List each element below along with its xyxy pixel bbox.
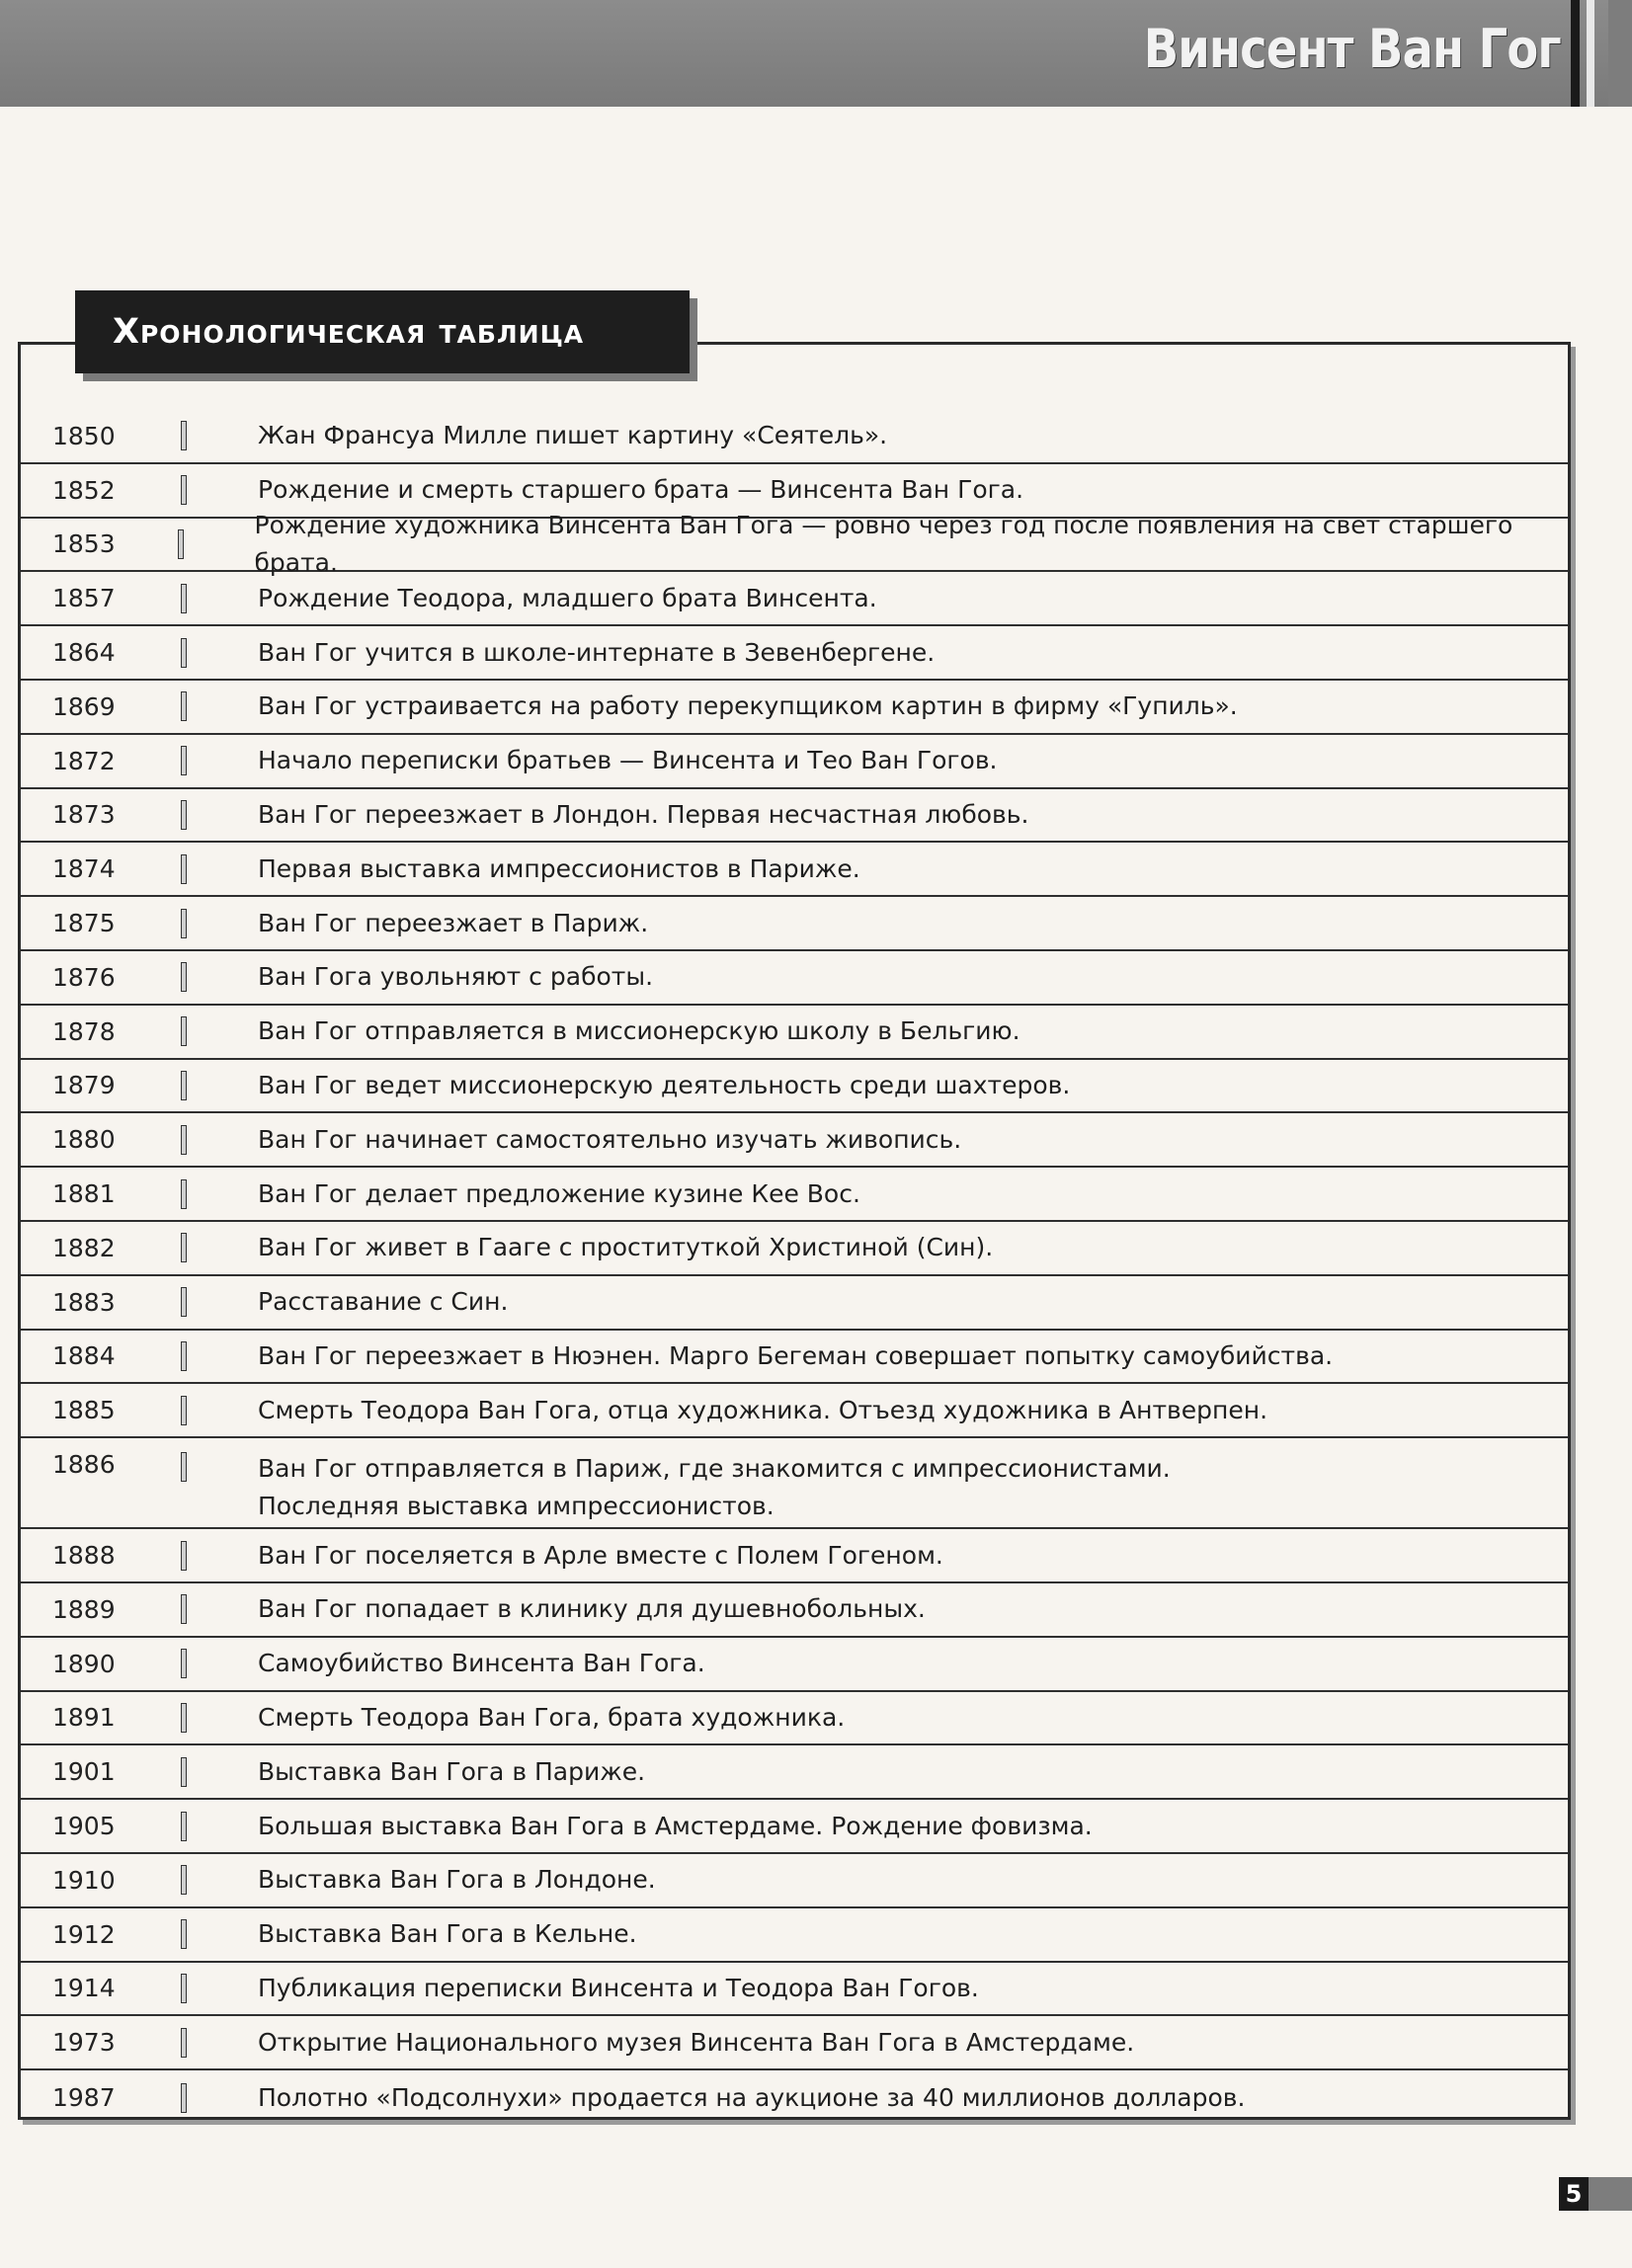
year-cell: 1891 bbox=[52, 1703, 116, 1733]
event-text: Рождение и смерть старшего брата — Винсента Ван Гога. bbox=[258, 475, 1024, 505]
year-cell: 1910 bbox=[52, 1865, 116, 1895]
event-text-line2: Последняя выставка импрессионистов. bbox=[258, 1492, 775, 1521]
event-text: Ван Гог отправляется в миссионерскую школу в Бельгию. bbox=[258, 1016, 1020, 1046]
event-cell bbox=[258, 1067, 1070, 1104]
year-cell: 1888 bbox=[52, 1541, 116, 1571]
year-cell: 1876 bbox=[52, 962, 116, 992]
row-marker-icon bbox=[181, 800, 187, 830]
event-text: Большая выставка Ван Гога в Амстердаме. Рождение фовизма. bbox=[258, 1811, 1093, 1840]
table-row bbox=[21, 1908, 1568, 1963]
row-marker-icon bbox=[181, 1287, 187, 1317]
table-row bbox=[21, 1854, 1568, 1908]
row-marker-icon bbox=[181, 1016, 187, 1046]
year-cell: 1890 bbox=[52, 1649, 116, 1678]
row-marker-icon bbox=[181, 962, 187, 992]
event-cell bbox=[258, 742, 998, 779]
table-row bbox=[21, 410, 1568, 464]
table-row bbox=[21, 2070, 1568, 2125]
year-cell: 1875 bbox=[52, 909, 116, 938]
table-row bbox=[21, 1800, 1568, 1854]
event-text: Рождение художника Винсента Ван Гога — ровно через год после появления на свет старшего брата. bbox=[254, 511, 1513, 577]
row-marker-icon bbox=[181, 691, 187, 721]
table-row bbox=[21, 1692, 1568, 1746]
event-text: Смерть Теодора Ван Гога, отца художника. Отъезд художника в Антверпен. bbox=[258, 1395, 1268, 1424]
event-text: Выставка Ван Гога в Лондоне. bbox=[258, 1865, 656, 1895]
year-cell: 1850 bbox=[52, 421, 116, 450]
row-marker-icon bbox=[181, 1919, 187, 1949]
header-edge bbox=[1608, 0, 1632, 107]
page-number-bar bbox=[1589, 2177, 1632, 2211]
event-text: Выставка Ван Гога в Кельне. bbox=[258, 1919, 637, 1949]
year-cell: 1885 bbox=[52, 1396, 116, 1425]
year-cell: 1880 bbox=[52, 1125, 116, 1155]
table-row bbox=[21, 1331, 1568, 1385]
year-cell: 1857 bbox=[52, 584, 116, 613]
table-row bbox=[21, 1745, 1568, 1800]
row-marker-icon bbox=[181, 1865, 187, 1895]
row-marker-icon bbox=[181, 475, 187, 505]
year-cell: 1901 bbox=[52, 1757, 116, 1787]
event-cell bbox=[258, 1012, 1020, 1050]
table-row bbox=[21, 626, 1568, 681]
table-row bbox=[21, 1583, 1568, 1638]
row-marker-icon bbox=[181, 584, 187, 613]
event-cell bbox=[258, 2079, 1245, 2117]
year-cell: 1987 bbox=[52, 2083, 116, 2112]
event-cell bbox=[258, 905, 648, 942]
event-cell bbox=[258, 634, 935, 672]
event-cell bbox=[258, 471, 1023, 509]
event-cell bbox=[258, 958, 653, 996]
event-cell bbox=[258, 1283, 508, 1321]
table-row bbox=[21, 1113, 1568, 1168]
year-cell: 1914 bbox=[52, 1974, 116, 2003]
event-cell bbox=[258, 1970, 979, 2007]
page-number: 5 bbox=[1559, 2177, 1589, 2211]
year-cell: 1973 bbox=[52, 2028, 116, 2058]
table-row bbox=[21, 2016, 1568, 2070]
table-row bbox=[21, 1276, 1568, 1331]
year-cell: 1884 bbox=[52, 1341, 116, 1371]
row-marker-icon bbox=[181, 1649, 187, 1678]
row-marker-icon bbox=[181, 1341, 187, 1371]
row-marker-icon bbox=[181, 1452, 187, 1482]
event-cell bbox=[258, 850, 860, 888]
event-text: Ван Гог живет в Гааге с проституткой Христиной (Син). bbox=[258, 1233, 994, 1262]
event-text: Смерть Теодора Ван Гога, брата художника. bbox=[258, 1702, 846, 1732]
table-row bbox=[21, 1060, 1568, 1114]
row-marker-icon bbox=[181, 1974, 187, 2003]
row-marker-icon bbox=[181, 1812, 187, 1841]
event-text: Первая выставка импрессионистов в Париже. bbox=[258, 853, 860, 883]
event-cell bbox=[258, 688, 1238, 725]
event-text: Ван Гог делает предложение кузине Кее Вос. bbox=[258, 1178, 860, 1208]
chronology-rows bbox=[21, 410, 1568, 2125]
table-row bbox=[21, 1168, 1568, 1222]
table-row bbox=[21, 1963, 1568, 2017]
year-cell: 1882 bbox=[52, 1233, 116, 1262]
year-cell: 1879 bbox=[52, 1071, 116, 1100]
year-cell: 1873 bbox=[52, 800, 116, 830]
table-row bbox=[21, 897, 1568, 951]
event-cell bbox=[258, 2024, 1134, 2062]
table-row bbox=[21, 1529, 1568, 1583]
row-marker-icon bbox=[181, 909, 187, 938]
row-marker-icon bbox=[178, 529, 184, 559]
event-cell bbox=[258, 1121, 961, 1159]
event-cell bbox=[258, 1590, 926, 1628]
event-text: Самоубийство Винсента Ван Гога. bbox=[258, 1649, 705, 1678]
table-row bbox=[21, 735, 1568, 789]
event-cell bbox=[258, 1337, 1333, 1375]
table-row bbox=[21, 1222, 1568, 1276]
event-text: Ван Гог переезжает в Нюэнен. Марго Бегеман совершает попытку самоубийства. bbox=[258, 1340, 1334, 1370]
event-cell bbox=[258, 580, 877, 617]
table-row bbox=[21, 951, 1568, 1006]
event-text: Ван Гог учится в школе-интернате в Зевенбергене. bbox=[258, 637, 936, 667]
event-cell bbox=[258, 1392, 1267, 1429]
row-marker-icon bbox=[181, 1541, 187, 1571]
table-row bbox=[21, 843, 1568, 897]
year-cell: 1883 bbox=[52, 1287, 116, 1317]
event-text: Ван Гог попадает в клинику для душевнобольных. bbox=[258, 1594, 926, 1624]
row-marker-icon bbox=[181, 1396, 187, 1425]
event-cell bbox=[258, 1808, 1093, 1845]
row-marker-icon bbox=[181, 1757, 187, 1787]
event-cell bbox=[255, 507, 1569, 582]
event-text: Рождение Теодора, младшего брата Винсента. bbox=[258, 583, 877, 612]
event-cell bbox=[258, 1537, 943, 1575]
year-cell: 1869 bbox=[52, 691, 116, 721]
row-marker-icon bbox=[181, 1179, 187, 1209]
event-text: Открытие Национального музея Винсента Ван Гога в Амстердаме. bbox=[258, 2027, 1135, 2057]
row-marker-icon bbox=[181, 1233, 187, 1262]
event-text: Ван Гог ведет миссионерскую деятельность среди шахтеров. bbox=[258, 1070, 1071, 1099]
year-cell: 1872 bbox=[52, 746, 116, 775]
event-cell bbox=[258, 417, 887, 454]
year-cell: 1874 bbox=[52, 854, 116, 884]
event-text: Выставка Ван Гога в Париже. bbox=[258, 1756, 646, 1786]
year-cell: 1905 bbox=[52, 1812, 116, 1841]
section-title: Хронологическая таблица bbox=[113, 312, 585, 352]
event-cell bbox=[258, 796, 1028, 834]
event-text: Ван Гог переезжает в Париж. bbox=[258, 908, 649, 937]
row-marker-icon bbox=[181, 1703, 187, 1733]
event-text: Ван Гог устраивается на работу перекупщиком картин в фирму «Гупиль». bbox=[258, 691, 1238, 721]
event-text: Ван Гог отправляется в Париж, где знакомится с импрессионистами. bbox=[258, 1454, 1171, 1484]
event-text: Ван Гога увольняют с работы. bbox=[258, 962, 654, 992]
year-cell: 1881 bbox=[52, 1179, 116, 1209]
chronology-table bbox=[18, 342, 1571, 2120]
event-text: Ван Гог поселяется в Арле вместе с Полем Гогеном. bbox=[258, 1540, 943, 1570]
row-marker-icon bbox=[181, 1594, 187, 1624]
event-cell bbox=[258, 1645, 705, 1682]
year-cell: 1889 bbox=[52, 1594, 116, 1624]
row-marker-icon bbox=[181, 2083, 187, 2113]
year-cell: 1878 bbox=[52, 1016, 116, 1046]
header-gap bbox=[1587, 0, 1594, 107]
event-cell bbox=[258, 1450, 1171, 1525]
year-cell: 1864 bbox=[52, 638, 116, 668]
year-cell: 1852 bbox=[52, 475, 116, 505]
event-cell bbox=[258, 1915, 637, 1953]
event-text: Ван Гог начинает самостоятельно изучать живопись. bbox=[258, 1124, 962, 1154]
row-marker-icon bbox=[181, 1071, 187, 1100]
year-cell: 1912 bbox=[52, 1919, 116, 1949]
table-row bbox=[21, 1438, 1568, 1529]
row-marker-icon bbox=[181, 2028, 187, 2058]
table-row bbox=[21, 681, 1568, 735]
event-text: Полотно «Подсолнухи» продается на аукционе за 40 миллионов долларов. bbox=[258, 2082, 1246, 2112]
event-cell bbox=[258, 1175, 860, 1213]
page-title: Винсент Ван Гог bbox=[1143, 18, 1561, 80]
event-cell bbox=[258, 1753, 645, 1791]
event-cell bbox=[258, 1699, 845, 1737]
header-bar bbox=[0, 0, 1632, 107]
table-row bbox=[21, 1638, 1568, 1692]
table-row bbox=[21, 511, 1568, 577]
table-row bbox=[21, 572, 1568, 626]
event-text: Ван Гог переезжает в Лондон. Первая несчастная любовь. bbox=[258, 799, 1029, 829]
row-marker-icon bbox=[181, 638, 187, 668]
table-row bbox=[21, 789, 1568, 844]
event-cell bbox=[258, 1229, 993, 1266]
table-row bbox=[21, 1384, 1568, 1438]
year-cell: 1853 bbox=[52, 529, 116, 559]
header-stripe bbox=[1571, 0, 1580, 107]
event-text: Жан Франсуа Милле пишет картину «Сеятель». bbox=[258, 421, 888, 450]
table-row bbox=[21, 1006, 1568, 1060]
row-marker-icon bbox=[181, 1125, 187, 1155]
event-text: Расставание с Син. bbox=[258, 1287, 509, 1317]
event-text: Начало переписки братьев — Винсента и Тео Ван Гогов. bbox=[258, 746, 998, 775]
event-cell bbox=[258, 1861, 656, 1899]
event-text: Публикация переписки Винсента и Теодора Ван Гогов. bbox=[258, 1973, 979, 2002]
year-cell: 1886 bbox=[52, 1450, 116, 1480]
row-marker-icon bbox=[181, 421, 187, 450]
row-marker-icon bbox=[181, 854, 187, 884]
row-marker-icon bbox=[181, 746, 187, 775]
section-title-tab bbox=[75, 290, 690, 373]
